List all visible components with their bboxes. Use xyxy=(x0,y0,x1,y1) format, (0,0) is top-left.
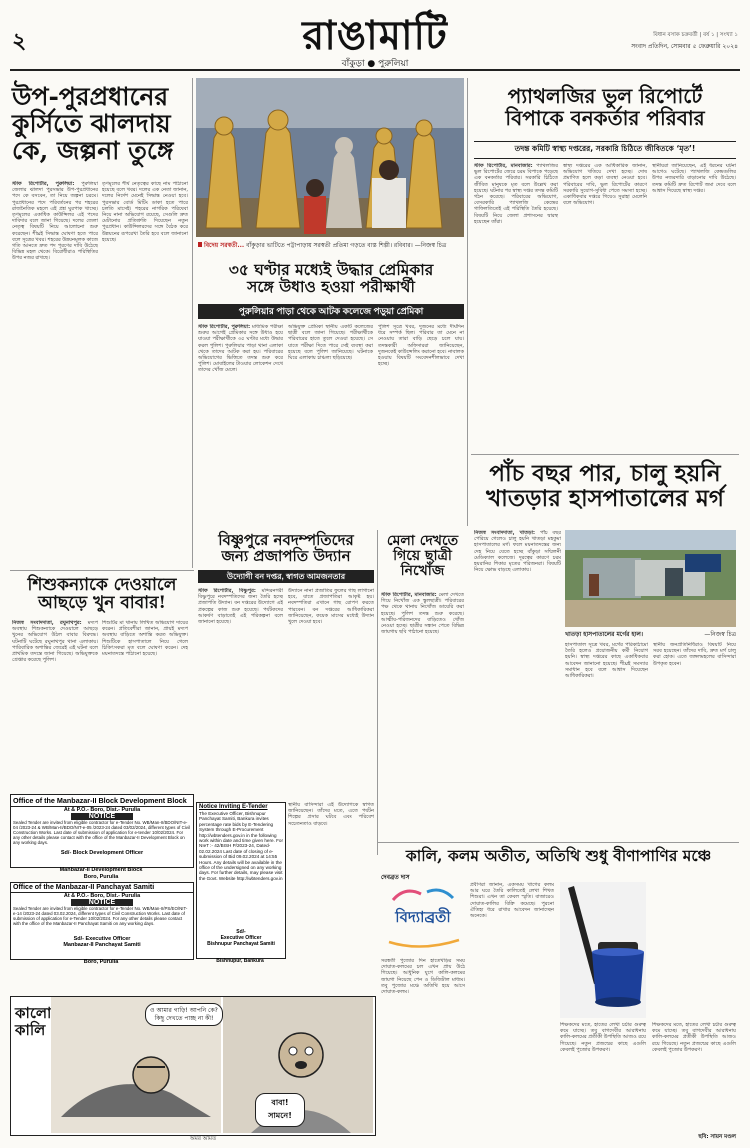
story3-body-text-1: প্যাথলজির ভুল রিপোর্টের জেরে চরম বিপাকে পড়েছে এক বনকর্তার পরিবার। সরকারি চিঠিতে জীবিত মানুষকে মৃত বলে উল্লেখ করা হয়েছে। ঘটনার পর স্বাস্থ্য দপ্তর তদন্ত কমিটি গঠন করেছে। পরিবারের অভিযোগ, বেসরকারি প্যাথলজি কেন্দ্রের গাফিলতিতেই এই পরিস্থিতি তৈরি হয়েছে। বিষয়টি নিয়ে জেলা প্রশাসনের দ্বারস্থ হয়েছেন তাঁরা। xyxy=(474,163,558,225)
notice2-title: NOTICE xyxy=(71,899,133,906)
story5-dateline: নিজস্ব সংবাদদাতা, রঘুনাথপুর: xyxy=(12,620,82,626)
story1-body-col1 xyxy=(12,181,98,563)
notice3-signature-1: Sd/- xyxy=(236,929,246,935)
idol-photo-credit: —নিজস্ব চিত্র xyxy=(414,242,447,249)
story4-body-text-1: পাঁচ বছর পেরিয়ে গেলেও চালু হয়নি খাতড়া মহকুমা হাসপাতালের মর্গ। ফলে ময়নাতদন্তের জন্য দেহ নিয়ে যেতে হচ্ছে বাঁকুড়া সম্মিলনী মেডিক্যাল কলেজে। দূরত্বের কারণে চরম হয়রানির শিকার মৃতের পরিজনরা। বিষয়টি নিয়ে ক্ষোভ বাড়ছে এলাকায়। xyxy=(474,530,561,574)
story2-body-col2: অভিযুক্ত প্রেমিকা স্থানীয় একটি কলেজের ছাত্রী বলে জানা গিয়েছে। পরীক্ষার্থীকে পরিবারের হাতে তুলে দেওয়া হয়েছে। সে যাতে পরীক্ষা দিতে পারে সেই ব্যবস্থা করা হয়েছে বলে পুলিশ জানিয়েছে। ঘটনাকে ঘিরে এলাকায় চাঞ্চল্য ছড়িয়েছে। xyxy=(288,324,373,362)
story2-body-col3: পুলিশ সূত্রে খবর, দুজনের মধ্যে দীর্ঘদিন ধরে সম্পর্ক ছিল। পরিবার তা মেনে না নেওয়ায় তারা বাড়ি ছেড়ে চলে যায়। তদন্তকারী অফিসাররা জানিয়েছেন, দুজনকেই কাউন্সেলিং করানো হবে। নাবালক হওয়ায় বিষয়টি সংবেদনশীলভাবে দেখা হচ্ছে। xyxy=(378,324,464,368)
notice1-signature-3: Boro, Purulia xyxy=(83,874,119,880)
story5-body-text-1: মদ্যপ অবস্থায় শিশুকন্যাকে দেওয়ালে আছড়ে খুনের অভিযোগ উঠল বাবার বিরুদ্ধে। ঘটনাটি ঘটেছে রঘুনাথপুর থানা এলাকায়। পারিবারিক অশান্তির জেরেই এই ঘটনা বলে প্রাথমিক তদন্তে জানা গিয়েছে। অভিযুক্তকে গ্রেপ্তার করেছে পুলিশ। xyxy=(12,620,98,664)
story5-body-col1 xyxy=(12,620,98,790)
story2-headline xyxy=(198,262,464,295)
edition-line-2: সংবাদ প্রতিদিন, সোমবার ৫ ফেব্রুয়ারি ২০২৪ xyxy=(631,43,738,50)
morgue-photo-credit: —নিজস্ব চিত্র xyxy=(704,631,736,638)
story8-headline: কালি, কলম অতীত, অতিথি শুধু বীণাপাণির মঞ্চে xyxy=(405,846,712,865)
idol-photo xyxy=(196,78,464,237)
divider-story6-story7 xyxy=(377,530,378,855)
story4-body-col1 xyxy=(474,530,561,840)
divider-left xyxy=(192,78,193,568)
cartoon-bubble-1: ও আমার গাড়ি! আপনি কে? কিছু দেখতে পাচ্ছ না কী! xyxy=(145,1003,223,1026)
masthead-rule xyxy=(10,69,740,71)
story7-body xyxy=(381,592,464,854)
story1-headline-line2: কুর্সিতে ঝালদায় xyxy=(12,109,171,138)
story6-body-col1 xyxy=(198,588,283,798)
idol-photo-caption-text: বাঁকুড়ার ভাটিতে পট্টাপাড়ায় সরস্বতী প্রতিমা গড়তে ব্যস্ত শিল্পী। রবিবার। xyxy=(246,242,413,249)
story2-dateline: স্টাফ রিপোর্টার, পুরুলিয়া: xyxy=(198,324,251,330)
notice2-signature-3: Boro, Purulia xyxy=(83,959,119,965)
story2-body-text-1: মাধ্যমিক পরীক্ষা শুরুর আগেই প্রেমিকার সঙ্গে উধাও হয়ে যাওয়া পরীক্ষার্থীকে ৩৫ ঘণ্টার মধ্যে উদ্ধার করল পুলিশ। পুরুলিয়ার পাড়া থানা এলাকা থেকে তাদের আটক করা হয়। পরিবারের অভিযোগের ভিত্তিতে তদন্ত শুরু করে পুলিশ। মোবাইলের টাওয়ার লোকেশন দেখে তাদের খোঁজ মেলে। xyxy=(198,324,283,374)
cartoon-bubble-2: বাবা! সামনে! xyxy=(255,1093,305,1127)
notice-block-office xyxy=(10,794,194,868)
story6-headline-line1: বিষ্ণুপুরে নবদম্পতিদের xyxy=(218,531,354,549)
morgue-photo-image xyxy=(565,530,736,627)
story7-dateline: স্টাফ রিপোর্টার, মানবাজার: xyxy=(381,592,437,598)
story6-kicker: উদ্যোগী বন দপ্তর, স্বাগত আমজনতার xyxy=(198,570,374,583)
idol-photo-caption xyxy=(198,240,464,249)
story1-headline-line1: উপ-পুরপ্রধানের xyxy=(12,82,169,111)
story8-body-col2: প্রবীণরা জানান, একসময় খাগের কলম আর ঘরে তৈরি কালিতেই লেখা শিখত শিশুরা। এখন তা কেবল স্মৃতি। বাজারেও দোয়াত-কালির বিক্রি কমেছে। পুরনো ঐতিহ্য ধরে রাখার আবেদন জানাচ্ছেন অনেকে। xyxy=(470,882,554,920)
cartoon-credit: অমর অমিত xyxy=(190,1136,217,1142)
notice1-body: Sealed Tender are invited from eligible contractor for e-Tender No. WB/Man-II/BDO/NIT-e-04 /2023-24 & WB/Man-II/BDO/NIT-e-05 /2023-24 dated 03/02/2024, different types of Civil Construction Works. Last date of submission of application for e-tender 10/02/2024. For any other details please contact with the office of the Manbazar-II Development Block on any working days. xyxy=(13,820,190,845)
pen-ink-photo-image xyxy=(560,882,646,1018)
notice2-address: At & P.O.- Boro, Dist.- Purulia xyxy=(63,893,141,899)
story3-headline xyxy=(474,86,736,129)
pen-ink-photo xyxy=(560,882,646,1018)
notice2-body: Sealed Tender are invited from eligible contractor for e-Tender No. WB/Man-II/PS/EO/NIT-e-14 /2023-24 dated 03.02.2024, different types of Civil Construction Works. Last date of submission of application for e-Tender 10/02/2024. For any other details please contact with the office of the Manbazar-II Panchayat Samiti on any working days. xyxy=(13,906,188,926)
notice1-address: At & P.O.- Boro, Dist.- Purulia xyxy=(63,807,141,813)
story7-headline-line1: মেলা দেখতে xyxy=(386,533,459,549)
notice-e-tender xyxy=(196,802,286,959)
story6-dateline: স্টাফ রিপোর্টার, বিষ্ণুপুর: xyxy=(198,588,256,594)
morgue-photo xyxy=(565,530,736,627)
story4-headline-line2: খাতড়ার হাসপাতালের মর্গ xyxy=(486,484,724,512)
story8-col4-text: শিক্ষকদের মতে, হাতের লেখা চর্চার গুরুত্ব কমে যাচ্ছে। তবু বাগদেবীর আরাধনায় কালি-কলমের প্রতীকী উপস্থিতি আজও রয়ে গিয়েছে। নতুন প্রজন্মের কাছে এগুলি কেবলই পুজোর উপকরণ। xyxy=(652,1022,736,1053)
idol-photo-caption-lead: বিদেয় সরস্বতী... xyxy=(204,242,245,249)
story6-headline xyxy=(198,532,374,564)
story4-headline xyxy=(474,462,736,512)
story3-kicker: তদন্ত কমিটি স্বাস্থ্য দপ্তরের, সরকারি চিঠিতে জীবিতকে ‘মৃত’! xyxy=(474,141,736,159)
cartoon-strip xyxy=(10,996,376,1136)
story2-kicker: পুরুলিয়ার পাড়া থেকে আটক কলেজে পড়ুয়া প্রেমিকা xyxy=(198,304,464,319)
story5-headline xyxy=(12,576,192,613)
story3-body-col1 xyxy=(474,163,558,448)
story4-body-col2: হাসপাতাল সূত্রে খবর, মর্গের পরিকাঠামো তৈরি হলেও প্রয়োজনীয় কর্মী নিয়োগ হয়নি। স্বাস্থ্য দপ্তরের কাছে একাধিকবার আবেদন জানানো হয়েছে। শীঘ্রই সমস্যার সমাধান হবে বলে আশ্বাস দিয়েছেন আধিকারিকরা। xyxy=(565,642,648,680)
story5-headline-line2: আছড়ে খুন বাবার! xyxy=(38,593,166,614)
notice3-signature-2: Executive Officer xyxy=(220,935,262,941)
story6-body-col2: উদ্যানে নানা প্রজাতির ফুলের গাছ লাগানো হবে, যাতে প্রজাপতিরা আকৃষ্ট হয়। নবদম্পতিরা এখানে গাছ রোপণ করতে পারবেন। বন দপ্তরের আধিকারিকরা জানিয়েছেন, কয়েক মাসের মধ্যেই উদ্যান খুলে দেওয়া হবে। xyxy=(288,588,374,626)
idol-photo-image xyxy=(196,78,464,237)
masthead-districts: বাঁকুড়া ● পুরুলিয়া xyxy=(341,59,409,69)
caption-marker xyxy=(198,242,202,247)
story3-body-col2: স্বাস্থ্য দপ্তরের এক আধিকারিক জানান, অভিযোগ খতিয়ে দেখা হচ্ছে। দোষ প্রমাণিত হলে কড়া ব্যবস্থা নেওয়া হবে। পরিবারের দাবি, ভুল রিপোর্টের কারণে সরকারি সুযোগ-সুবিধা পেতে সমস্যা হচ্ছে। একাধিকবার দপ্তরে গিয়েও সুরাহা মেলেনি বলে অভিযোগ। xyxy=(563,163,647,207)
story3-headline-line1: প্যাথলজির ভুল রিপোর্টে xyxy=(507,84,703,108)
masthead-title: রাঙামাটি xyxy=(302,12,448,59)
notice2-office: Office of the Manbazar-II Panchayat Samiti xyxy=(11,883,193,893)
story2-headline-line2: সঙ্গে উধাও হওয়া পরীক্ষার্থী xyxy=(247,276,415,296)
notice1-signature-2: Manbazar-II Development Block xyxy=(59,867,143,873)
story1-body-col2: তৃণমূলের শীর্ষ নেতৃত্বের কাছে নাম পাঠানো হয়েছে বলে খবর। দলের এক নেতা জানান, দলের নির্দেশ মেনেই সিদ্ধান্ত নেওয়া হবে। পুরসভার বোর্ড মিটিং ডাকা হতে পারে চলতি মাসেই। শহরের নাগরিক পরিষেবা নিয়ে নানা অভিযোগ রয়েছে, সেগুলি দ্রুত মেটানোর প্রতিশ্রুতি দিয়েছেন নতুন পুরপ্রধান। কাউন্সিলরদের সঙ্গে বৈঠক করে উন্নয়নের রূপরেখা তৈরি হবে বলে জানানো হয়েছে। xyxy=(102,181,188,243)
story8-body-col1: সরস্বতী পুজোর দিন হাতেখড়ির সময় দোয়াত-কলমের চল এখন প্রায় উঠে গিয়েছে। আধুনিক যুগে কালি-কলমের জায়গা নিয়েছে পেন ও ডিজিটাল মাধ্যম। তবু পুজোর মঞ্চে অতিথি হয়ে আসে দোয়াত-কলম। xyxy=(381,958,465,996)
story7-headline-line2: গিয়ে ছাত্রী xyxy=(393,548,452,565)
notice1-signature-1: Sd/- Block Development Officer xyxy=(60,850,144,856)
story8-top-rule xyxy=(377,842,739,843)
story3-bottom-rule xyxy=(471,454,739,455)
story1-dateline: স্টাফ রিপোর্টার, পুরুলিয়া: xyxy=(12,181,75,187)
story3-body-col3: স্থানীয়রা জানিয়েছেন, এই ধরনের ঘটনা আগেও ঘটেছে। প্যাথলজি কেন্দ্রগুলির উপর নজরদারি বাড়ানোর দাবি উঠেছে। তদন্ত কমিটি দ্রুত রিপোর্ট জমা দেবে বলে আশ্বাস দিয়েছে স্বাস্থ্য দপ্তর। xyxy=(652,163,736,194)
divider-center xyxy=(467,78,468,526)
story6-headline-line2: জন্য প্রজাপতি উদ্যান xyxy=(221,547,351,566)
story2-body-col1 xyxy=(198,324,283,519)
notice3-body: The Executive Officer, Bishnupur Panchayat Samiti, Bankura invites percentage rate bids by E-Tendering System through E-Procurement http://wbtenders.gov.in in the following work within date and time given here. For NIeT :- 42/BISH P/2023-24, Dated- 02.02.2024 Last date of closing of e-submission of Bid 09.02.2024 at 14:55 Hours. Any details will be available in the office of the undersigned on any working days. For further details, may please visit the Govt. Website http://wbtenders.gov.in xyxy=(199,811,284,881)
notice3-signature-3: Bishnupur Panchayat Samiti xyxy=(207,941,275,947)
morgue-photo-caption xyxy=(565,629,736,638)
story1-headline-line3: কে, জল্পনা তুঙ্গে xyxy=(12,136,174,165)
story8-dateline: দেবব্রত দাস xyxy=(381,874,410,881)
notice3-signature-4: Bishnupur, Bankura xyxy=(216,958,264,964)
morgue-photo-caption-text: খাতড়া হাসপাতালের মর্গের হাল। xyxy=(565,631,644,638)
divider-left-lower xyxy=(10,570,194,571)
notice2-signature-2: Manbazar-II Panchayat Samiti xyxy=(63,942,141,948)
story3-headline-line2: বিপাকে বনকর্তার পরিবার xyxy=(505,105,705,130)
story5-body-col2: শিশুটির মা থানায় লিখিত অভিযোগ দায়ের করেন। প্রতিবেশীরা জানান, প্রায়ই মদ্যপ অবস্থায় বাড়িতে অশান্তি করত অভিযুক্ত। শিশুটিকে হাসপাতালে নিয়ে গেলে চিকিৎসকরা মৃত বলে ঘোষণা করেন। দেহ ময়নাতদন্তে পাঠানো হয়েছে। xyxy=(102,620,188,658)
vidyabrati-logo xyxy=(381,882,466,952)
story8-body-col3: শিক্ষকদের মতে, হাতের লেখা চর্চার গুরুত্ব কমে যাচ্ছে। তবু বাগদেবীর আরাধনায় কালি-কলমের প্রতীকী উপস্থিতি আজও রয়ে গিয়েছে। নতুন প্রজন্মের কাছে এগুলি কেবলই পুজোর উপকরণ। xyxy=(560,1022,646,1053)
story6-body-text-1: মন্দিরনগরী বিষ্ণুপুরে নবদম্পতিদের জন্য তৈরি হচ্ছে প্রজাপতি উদ্যান। বন দপ্তরের উদ্যোগে এই প্রকল্পের কাজ শুরু হয়েছে। পর্যটকদের আকর্ষণ বাড়াতেই এই পরিকল্পনা বলে জানানো হয়েছে। xyxy=(198,588,283,626)
story6-body-col3: স্থানীয় বাসিন্দারা এই উদ্যোগকে স্বাগত জানিয়েছেন। তাঁদের মতে, এতে পর্যটন শিল্পের প্রসার ঘটবে এবং পরিবেশ সচেতনতাও বাড়বে। xyxy=(288,802,374,827)
story8-byline: ছবি: সায়ন মণ্ডল xyxy=(698,1134,736,1140)
story1-body-text-1: পুরুলিয়া জেলার ঝালদা পুরসভার উপ-পুরপ্রধানের পদে কে বসবেন, তা নিয়ে জল্পনা চরমে। পুরপ্রধানের পদে পরিবর্তনের পর শহরের রাজনৈতিক মহলে এই প্রশ্ন ঘুরপাক খাচ্ছে। তৃণমূলের একাধিক কাউন্সিলর এই পদের দাবিদার বলে জানা গিয়েছে। দলের জেলা নেতৃত্ব বিষয়টি নিয়ে আলোচনা শুরু করেছেন। শীঘ্রই সিদ্ধান্ত ঘোষণা হতে পারে বলে সূত্রের খবর। শহরের উন্নয়নমূলক কাজে গতি আনতে দ্রুত পদ পূরণের দাবি উঠেছে বিভিন্ন মহল থেকে। বিরোধীরাও পরিস্থিতির উপর নজর রাখছে। xyxy=(12,181,98,262)
notice1-office: Office of the Manbazar-II Block Development Block xyxy=(11,795,193,807)
notice2-signature-1: Sd/- Executive Officer xyxy=(73,936,131,942)
story8-body-col4 xyxy=(652,1022,736,1132)
edition-line-1: বিধান বসাক চক্রবর্তী | বর্ষ ১ | সংখ্যা ১ xyxy=(653,32,738,38)
story7-headline-line3: নিখোঁজ xyxy=(400,563,445,580)
cartoon-title: কালো কালি xyxy=(15,1004,52,1039)
story4-headline-line1: পাঁচ বছর পার, চালু হয়নি xyxy=(489,460,721,487)
vidyabrati-logo-text: বিদ্যাব্রতী xyxy=(395,908,451,926)
notice-panchayat-samiti xyxy=(10,882,194,960)
story2-headline-line1: ৩৫ ঘণ্টার মধ্যেই উদ্ধার প্রেমিকার xyxy=(228,260,434,279)
notice1-title: NOTICE xyxy=(71,813,133,820)
story3-dateline: স্টাফ রিপোর্টার, মানবাজার: xyxy=(474,163,533,169)
story4-body-col3: স্থানীয় জনপ্রতিনিধিরাও বিষয়টি নিয়ে সরব হয়েছেন। তাঁদের দাবি, দ্রুত মর্গ চালু করা হোক। এতে জঙ্গলমহলের বাসিন্দারা উপকৃত হবেন। xyxy=(653,642,736,667)
story7-body-text: মেলা দেখতে গিয়ে নিখোঁজ এক স্কুলছাত্রী। পরিবারের পক্ষ থেকে থানায় নিখোঁজ ডায়েরি করা হয়েছে। পুলিশ তদন্ত শুরু করেছে। আত্মীয়-পরিজনদের বাড়িতেও খোঁজ নেওয়া হচ্ছে। ছাত্রীর সন্ধান পেতে বিভিন্ন জায়গায় ছবি পাঠানো হয়েছে। xyxy=(381,592,464,636)
story5-headline-line1: শিশুকন্যাকে দেওয়ালে xyxy=(27,575,177,595)
story4-dateline: নিজস্ব সংবাদদাতা, খাতড়া: xyxy=(474,530,536,536)
notice3-title: Notice Inviting E-Tender xyxy=(199,804,268,810)
story1-headline xyxy=(12,83,188,164)
page-number: ২ xyxy=(12,28,27,54)
story7-headline xyxy=(381,534,464,579)
